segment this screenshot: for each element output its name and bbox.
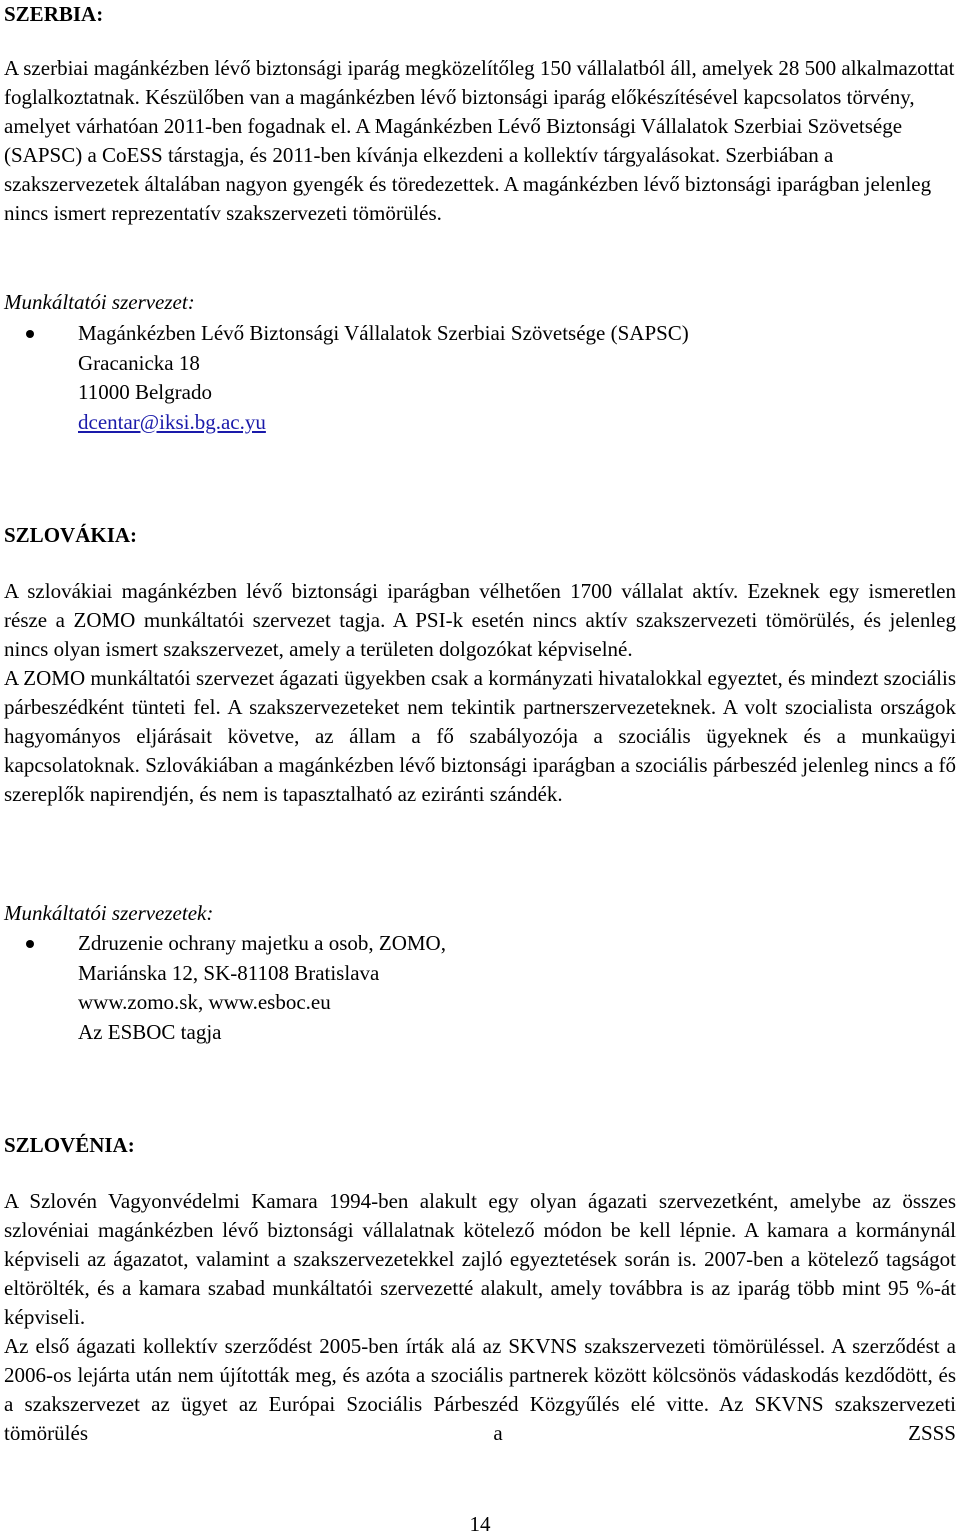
serbia-employer-item bbox=[4, 319, 956, 437]
serbia-employer-city: 11000 Belgrado bbox=[78, 380, 212, 404]
slovakia-paragraph-1: A szlovákiai magánkézben lévő biztonsági iparágban vélhetően 1700 vállalat aktív. Ezeknek egy ismeretlen része a ZOMO munkáltatói szervezet tagja. A PSI-k esetén nincs aktív szakszervezeti tömörülés, és jelenleg nincs olyan ismert szakszervezet, amely a területen dolgozókat képviselné. bbox=[4, 579, 956, 661]
bullet-icon bbox=[26, 330, 34, 338]
section-heading-slovenia: SZLOVÉNIA: bbox=[4, 1133, 135, 1157]
section-serbia bbox=[4, 0, 956, 29]
slovakia-employer-item bbox=[4, 929, 956, 1047]
slovenia-paragraphs-block bbox=[4, 1187, 956, 1448]
slovakia-paragraph-2: A ZOMO munkáltatói szervezet ágazati ügyekben csak a kormányzati hivatalokkal egyeztet, és mindezt szociális párbeszédként tünteti fel. A szakszervezeteket nem tekintik partnerszervezeteknek. A volt szocialista országok hagyományos eljárásait követve, az állam a fő szabályozója a szociális ügyeknek és a munkaügyi kapcsolatoknak. Szlovákiában a magánkézben lévő biztonsági iparágban a szociális párbeszéd jelenleg nincs a fő szereplők napirendjén, és nem is tapasztalható az eziránti szándék. bbox=[4, 666, 956, 806]
slovenia-paragraph-2: Az első ágazati kollektív szerződést 2005-ben írták alá az SKVNS szakszervezeti tömörüléssel. A szerződést a 2006-os lejárta után nem újították meg, és azóta a szociális partnerek között kölcsönös vádaskodás kezdődött, és a szakszervezet az ügyet az Európai Szociális Párbeszéd Közgyűlés elé vitte. Az SKVNS szakszervezeti tömörülés a ZSSS bbox=[4, 1334, 956, 1445]
slovakia-employer-label: Munkáltatói szervezetek: bbox=[4, 901, 214, 925]
serbia-employer-name: Magánkézben Lévő Biztonsági Vállalatok Szerbiai Szövetsége (SAPSC) bbox=[78, 321, 689, 345]
serbia-employer-label: Munkáltatói szervezet: bbox=[4, 290, 195, 314]
section-heading-slovakia: SZLOVÁKIA: bbox=[4, 523, 138, 547]
section-slovakia bbox=[4, 521, 956, 550]
serbia-paragraph: A szerbiai magánkézben lévő biztonsági iparág megközelítőleg 150 vállalatból áll, amelyek 28 500 alkalmazottat foglalkoztatnak. Készülőben van a magánkézben lévő biztonsági iparág előkészítésével kapcsolatos törvény, amelyet várhatóan 2011-ben fogadnak el. A Magánkézben Lévő Biztonsági Vállalatok Szerbiai Szövetsége (SAPSC) a CoESS társtagja, és 2011-ben kívánja elkezdeni a kollektív tárgyalásokat. Szerbiában a szakszervezetek általában nagyon gyengék és töredezettek. A magánkézben lévő biztonsági iparágban jelenleg nincs ismert reprezentatív szakszervezeti tömörülés. bbox=[4, 56, 955, 225]
slovakia-employer-street: Mariánska 12, SK-81108 Bratislava bbox=[78, 960, 380, 985]
slovakia-paragraphs-block bbox=[4, 577, 956, 809]
section-heading-serbia: SZERBIA: bbox=[4, 2, 104, 26]
serbia-employer-block bbox=[4, 288, 956, 437]
slovakia-employer-web: www.zomo.sk, www.esboc.eu bbox=[78, 990, 331, 1014]
serbia-paragraph-block bbox=[4, 54, 956, 228]
bullet-icon bbox=[26, 940, 34, 948]
serbia-employer-email-link[interactable]: dcentar@iksi.bg.ac.yu bbox=[78, 409, 266, 434]
slovakia-employer-name: Zdruzenie ochrany majetku a osob, ZOMO, bbox=[78, 931, 446, 955]
slovakia-employer-note: Az ESBOC tagja bbox=[78, 1019, 222, 1044]
section-slovenia bbox=[4, 1131, 956, 1160]
slovakia-employer-block bbox=[4, 899, 956, 1047]
page-number: 14 bbox=[469, 1512, 491, 1536]
serbia-employer-street: Gracanicka 18 bbox=[78, 350, 200, 375]
slovenia-paragraph-1: A Szlovén Vagyonvédelmi Kamara 1994-ben alakult egy olyan ágazati szervezetként, amelybe az összes szlovéniai magánkézben lévő biztonsági vállalatnak kötelező módon be kell lépnie. A kamara a kormánynál képviseli az ágazatot, valamint a szakszervezetekkel zajló egyeztetések során is. 2007-ben a kötelező tagságot eltörölték, és a kamara szabad munkáltatói szervezetté alakult, amely továbbra is az iparág több mint 95 %-át képviseli. bbox=[4, 1189, 956, 1329]
